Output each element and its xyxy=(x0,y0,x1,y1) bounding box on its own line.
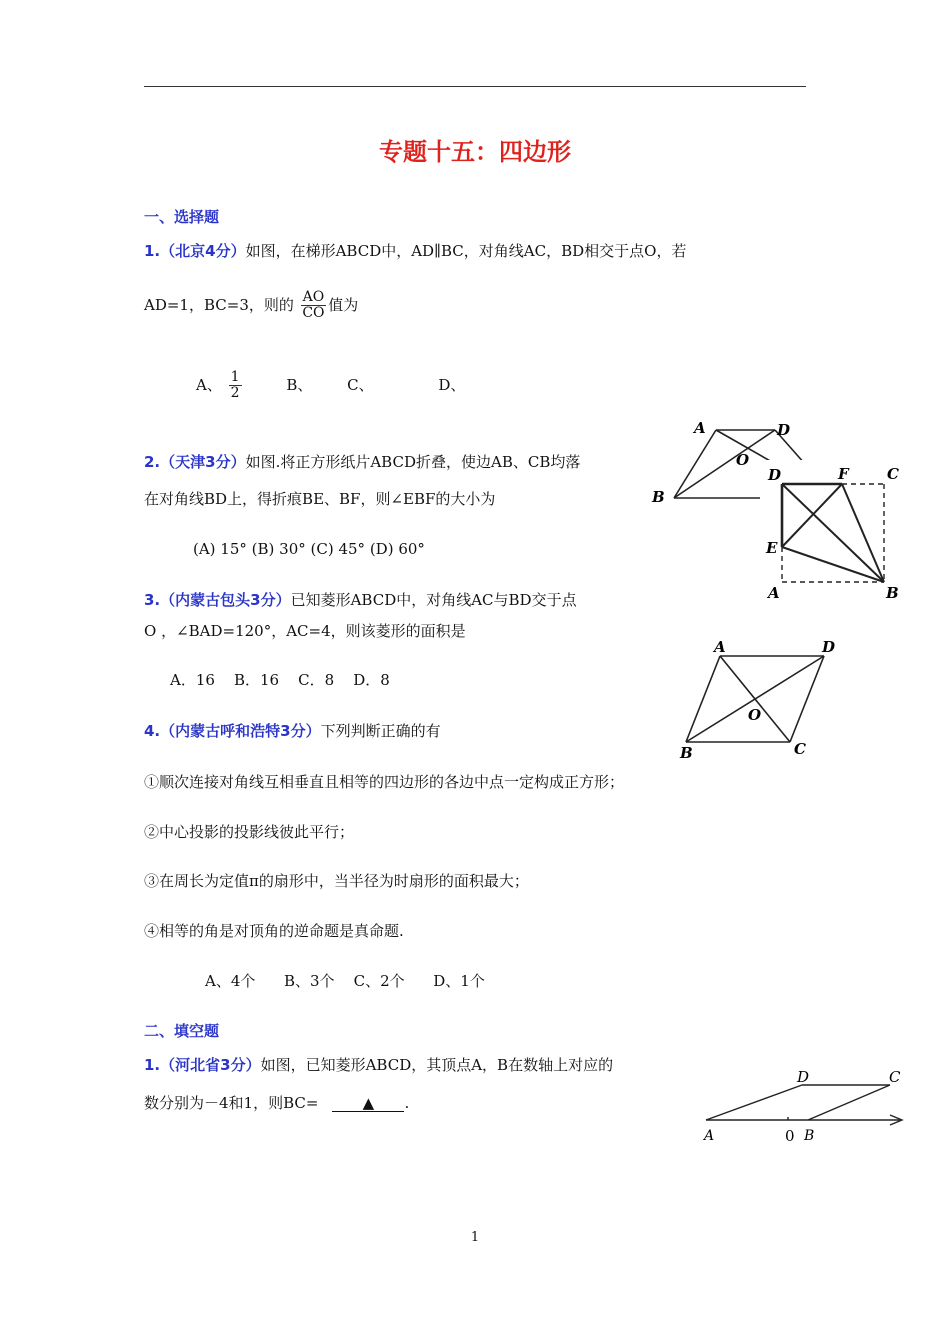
label-c: C xyxy=(887,465,899,483)
fill-question-1 xyxy=(144,1054,613,1075)
label-d: D xyxy=(822,638,836,656)
fraction-denominator: 2 xyxy=(230,385,240,402)
label-a: A xyxy=(714,638,726,656)
answer-blank[interactable]: ▲ xyxy=(332,1095,404,1112)
label-o: O xyxy=(736,451,750,469)
option-a: A、 xyxy=(196,375,222,394)
page-title: 专题十五：四边形 xyxy=(379,138,571,166)
label-b: B xyxy=(680,744,693,762)
question-1-line-2 xyxy=(144,290,358,322)
question-number: 1.（河北省3分） xyxy=(144,1056,261,1074)
period: . xyxy=(404,1094,410,1112)
question-text: 如图.将正方形纸片ABCD折叠，使边AB、CB均落 xyxy=(245,453,581,471)
question-2 xyxy=(144,451,580,472)
label-b: B xyxy=(804,1128,815,1144)
label-b: B xyxy=(886,584,899,602)
statement-4: ④相等的角是对顶角的逆命题是真命题. xyxy=(144,922,404,940)
page-number: 1 xyxy=(470,1230,480,1245)
statement-2: ②中心投影的投影线彼此平行； xyxy=(144,823,355,841)
label-f: F xyxy=(838,465,849,483)
question-3-options: A．16 B．16 C．8 D．8 xyxy=(170,671,390,689)
fraction-numerator: AO xyxy=(302,289,325,305)
label-d: D xyxy=(777,421,791,439)
label-e: E xyxy=(766,539,778,557)
rhombus-figure xyxy=(672,636,844,762)
label-a: A xyxy=(704,1128,715,1144)
fraction-denominator: CO xyxy=(302,305,325,322)
number-line-figure xyxy=(690,1063,908,1145)
folded-square-figure xyxy=(760,460,910,612)
statement-1: ①顺次连接对角线互相垂直且相等的四边形的各边中点一定构成正方形； xyxy=(144,773,625,791)
question-text: 值为 xyxy=(328,295,359,314)
label-c: C xyxy=(794,740,806,758)
label-d: D xyxy=(797,1068,810,1086)
question-text: 如图，在梯形ABCD中，AD∥BC，对角线AC，BD相交于点O，若 xyxy=(245,242,687,260)
question-4-options: A、4个 B、3个 C、2个 D、1个 xyxy=(205,972,485,990)
fraction-numerator: 1 xyxy=(230,369,240,385)
question-2-line-2: 在对角线BD上，得折痕BE、BF，则∠EBF的大小为 xyxy=(144,490,496,508)
label-a: A xyxy=(768,584,780,602)
question-number: 2.（天津3分） xyxy=(144,453,246,471)
label-b: B xyxy=(652,488,665,506)
label-c: C xyxy=(889,1068,901,1086)
label-d: D xyxy=(768,466,782,484)
question-4 xyxy=(144,720,441,741)
section-heading-fill: 二、填空题 xyxy=(144,1022,220,1040)
label-a: A xyxy=(694,419,706,437)
question-text: 如图，已知菱形ABCD，其顶点A，B在数轴上对应的 xyxy=(260,1056,614,1074)
question-number: 1.（北京4分） xyxy=(144,242,246,260)
option-b: B、 xyxy=(286,375,313,394)
fraction-one-half xyxy=(229,370,242,402)
question-text: 已知菱形ABCD中，对角线AC与BD交于点 xyxy=(290,591,577,609)
question-text: 数分别为－4和1，则BC= xyxy=(144,1094,319,1112)
option-d: D、 xyxy=(438,375,466,394)
header-rule xyxy=(144,86,806,87)
option-c: C、 xyxy=(347,375,374,394)
question-1 xyxy=(144,240,686,261)
question-text: AD=1，BC=3，则的 xyxy=(144,295,294,314)
section-heading-choice: 一、选择题 xyxy=(144,208,220,226)
fill-question-1-line-2 xyxy=(144,1092,409,1113)
question-1-options xyxy=(196,370,465,402)
statement-3: ③在周长为定值π的扇形中，当半径为时扇形的面积最大； xyxy=(144,872,529,890)
question-text: 下列判断正确的有 xyxy=(320,722,441,740)
question-number: 3.（内蒙古包头3分） xyxy=(144,591,291,609)
question-number: 4.（内蒙古呼和浩特3分） xyxy=(144,722,321,740)
question-3-line-2: O ，∠BAD=120°，AC=4，则该菱形的面积是 xyxy=(144,622,466,640)
question-2-options: (A) 15° (B) 30° (C) 45° (D) 60° xyxy=(193,540,425,558)
label-o: O xyxy=(748,706,762,724)
label-origin: 0 xyxy=(785,1127,795,1145)
fraction-ao-co xyxy=(301,290,327,322)
question-3 xyxy=(144,589,577,610)
